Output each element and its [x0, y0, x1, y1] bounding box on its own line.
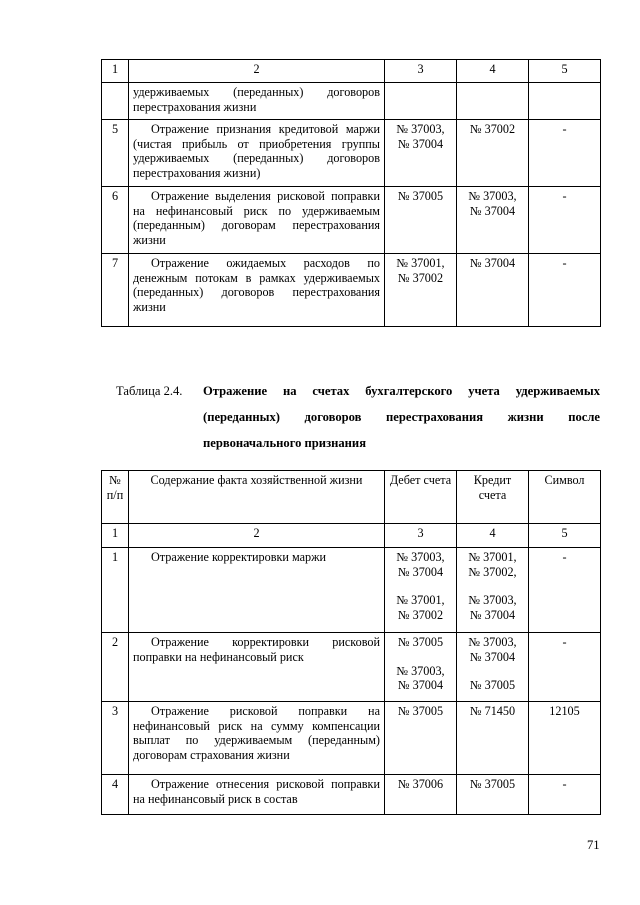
row-number: 1	[102, 548, 129, 633]
account-number: № 37001,	[468, 550, 517, 564]
numbering-cell: 1	[102, 524, 129, 548]
row-description-text: Отражение корректировки рисковой поправки на нефинансовый риск	[133, 635, 380, 664]
debit-cell	[385, 254, 457, 327]
row-description-text: Отражение отнесения рисковой поправки на нефинансовый риск в состав	[133, 777, 380, 806]
account-number: № 37001,	[396, 593, 445, 607]
symbol-cell: -	[529, 633, 601, 702]
account-number: № 37003,	[396, 550, 445, 564]
row-number	[102, 83, 129, 120]
account-number: № 37005	[397, 189, 444, 203]
row-description	[129, 702, 385, 775]
column-header-debit: Дебет счета	[385, 471, 457, 524]
account-number: № 37002,	[468, 564, 517, 579]
symbol-cell: -	[529, 120, 601, 187]
account-number: № 37004	[469, 203, 516, 218]
row-number: 7	[102, 254, 129, 327]
row-description-text: удерживаемых (переданных) договоров перестрахования жизни	[133, 85, 380, 114]
table-row	[102, 548, 601, 633]
column-header-symbol: Символ	[529, 471, 601, 524]
row-number: 6	[102, 187, 129, 254]
credit-cell	[457, 702, 529, 775]
header-cell: 5	[529, 60, 601, 83]
numbering-cell: 4	[457, 524, 529, 548]
table-continued	[101, 59, 601, 327]
table-row	[102, 83, 601, 120]
table-row	[102, 633, 601, 702]
account-number: № 37003,	[468, 189, 517, 203]
row-description-text: Отражение признания кредитовой маржи (чистая прибыль от приобретения группы удерживаемых (переданных) договоров перестрахования жизни)	[133, 122, 380, 180]
account-number: № 37006	[397, 777, 444, 791]
caption-title: Отражение на счетах бухгалтерского учета удерживаемых (переданных) договоров перестрахования жизни после первоначального признания	[203, 384, 600, 450]
numbering-cell: 2	[129, 524, 385, 548]
account-number: № 37004	[469, 256, 516, 270]
numbering-cell: 5	[529, 524, 601, 548]
symbol-cell: -	[529, 254, 601, 327]
account-number: № 37003,	[468, 635, 517, 649]
debit-cell	[385, 83, 457, 120]
row-description	[129, 120, 385, 187]
symbol-cell	[529, 83, 601, 120]
table-row	[102, 775, 601, 815]
account-number: № 37001,	[396, 256, 445, 270]
account-number: № 37002	[469, 122, 516, 136]
row-description-text: Отражение выделения рисковой поправки на нефинансовый риск по удерживаемым (переданным) договорам перестрахования жизни	[133, 189, 380, 247]
symbol-cell: -	[529, 775, 601, 815]
credit-cell	[457, 633, 529, 702]
table-numbering-row	[102, 524, 601, 548]
spacer	[461, 664, 524, 678]
symbol-cell: -	[529, 548, 601, 633]
row-number: 2	[102, 633, 129, 702]
credit-cell	[457, 254, 529, 327]
row-description-text: Отражение корректировки маржи	[151, 550, 327, 564]
row-description-text: Отражение ожидаемых расходов по денежным потокам в рамках удерживаемых (переданных) договоров перестрахования жизни	[133, 256, 380, 314]
accounting-table	[101, 470, 601, 815]
header-cell: 2	[129, 60, 385, 83]
row-description	[129, 187, 385, 254]
account-number: № 37004	[469, 649, 516, 664]
page-number: 71	[587, 838, 600, 852]
row-description-text: Отражение рисковой поправки на нефинансовый риск на сумму компенсации выплат по удерживаемым (переданным) договорам страхования жизни	[133, 704, 380, 762]
account-number: № 37005	[469, 777, 516, 791]
account-number: № 37002	[397, 270, 444, 285]
debit-cell	[385, 120, 457, 187]
debit-cell	[385, 775, 457, 815]
account-number: № 37004	[469, 607, 516, 622]
account-number: № 37005	[397, 704, 444, 718]
numbering-cell: 3	[385, 524, 457, 548]
symbol-cell: -	[529, 187, 601, 254]
account-number: № 37004	[397, 564, 444, 579]
table-row	[102, 120, 601, 187]
debit-cell	[385, 633, 457, 702]
account-number: № 37003,	[468, 593, 517, 607]
credit-cell	[457, 548, 529, 633]
symbol-cell: 12105	[529, 702, 601, 775]
debit-cell	[385, 702, 457, 775]
row-description	[129, 548, 385, 633]
row-description	[129, 83, 385, 120]
credit-cell	[457, 120, 529, 187]
column-header-content: Содержание факта хозяйственной жизни	[129, 471, 385, 524]
row-description	[129, 775, 385, 815]
account-number: № 37003,	[396, 122, 445, 136]
column-header-credit: Кредит счета	[457, 471, 529, 524]
header-cell: 1	[102, 60, 129, 83]
account-number: № 37004	[397, 136, 444, 151]
account-number: № 37004	[397, 678, 444, 692]
table-numbering-row	[102, 60, 601, 83]
account-number: № 71450	[469, 704, 516, 718]
header-cell: 4	[457, 60, 529, 83]
spacer	[461, 579, 524, 593]
account-number: № 37005	[397, 635, 444, 649]
spacer	[389, 650, 452, 664]
column-header-number: № п/п	[102, 471, 129, 524]
account-number: № 37005	[469, 678, 516, 692]
row-description	[129, 254, 385, 327]
table-row	[102, 187, 601, 254]
row-description	[129, 633, 385, 702]
table-header-row	[102, 471, 601, 524]
credit-cell	[457, 187, 529, 254]
row-number: 4	[102, 775, 129, 815]
debit-cell	[385, 548, 457, 633]
spacer	[389, 579, 452, 593]
debit-cell	[385, 187, 457, 254]
row-number: 3	[102, 702, 129, 775]
account-number: № 37003,	[396, 663, 445, 678]
table-row	[102, 702, 601, 775]
row-number: 5	[102, 120, 129, 187]
table-row	[102, 254, 601, 327]
credit-cell	[457, 775, 529, 815]
credit-cell	[457, 83, 529, 120]
account-number: № 37002	[397, 607, 444, 622]
caption-prefix: Таблица 2.4.	[116, 384, 183, 398]
header-cell: 3	[385, 60, 457, 83]
